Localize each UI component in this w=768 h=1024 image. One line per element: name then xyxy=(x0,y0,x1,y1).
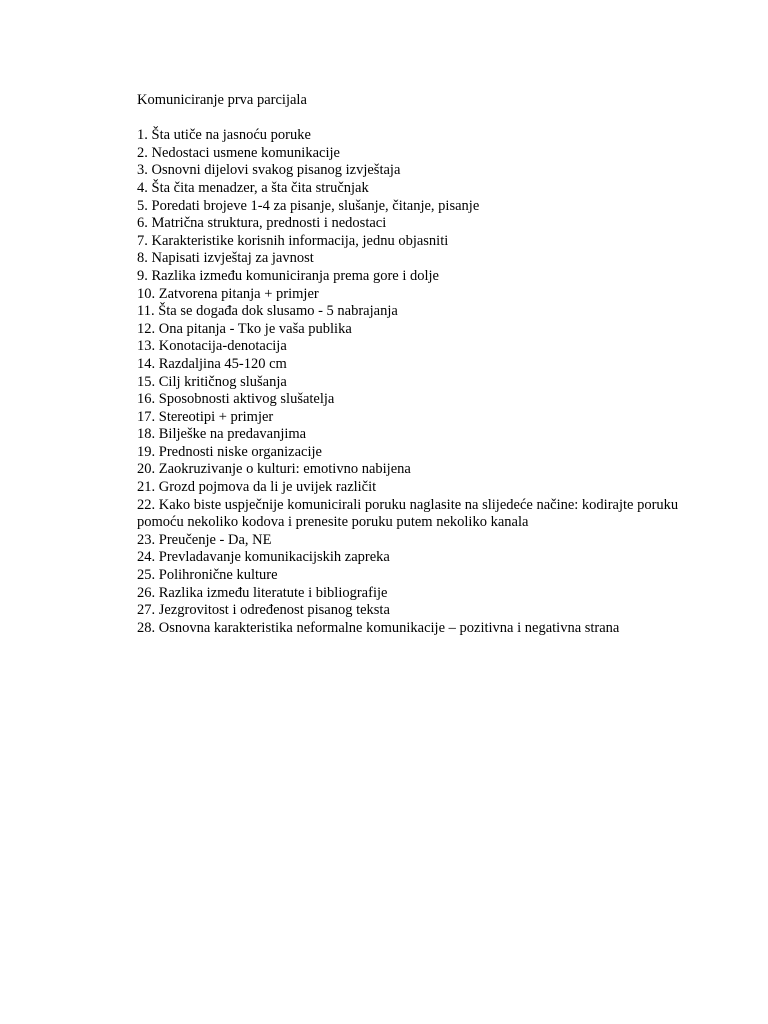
document-content xyxy=(137,92,697,637)
question-item-15: 15. Cilj kritičnog slušanja xyxy=(137,373,287,390)
question-item-5: 5. Poredati brojeve 1-4 za pisanje, slušanje, čitanje, pisanje xyxy=(137,197,480,214)
question-item-12: 12. Ona pitanja - Tko je vaša publika xyxy=(137,320,352,337)
question-item-1: 1. Šta utiče na jasnoću poruke xyxy=(137,127,311,144)
question-item-22: 22. Kako biste uspječnije komunicirali poruku naglasite na slijedeće načine: kodirajte poruku pomoću nekoliko kodova i prenesite poruku putem nekoliko kanala xyxy=(137,496,679,531)
question-item-10: 10. Zatvorena pitanja + primjer xyxy=(137,285,319,302)
question-item-24: 24. Prevladavanje komunikacijskih zapreka xyxy=(137,549,390,566)
question-item-27: 27. Jezgrovitost i određenost pisanog teksta xyxy=(137,602,390,619)
question-item-7: 7. Karakteristike korisnih informacija, jednu objasniti xyxy=(137,232,449,249)
question-item-8: 8. Napisati izvještaj za javnost xyxy=(137,250,314,267)
question-item-3: 3. Osnovni dijelovi svakog pisanog izvještaja xyxy=(137,162,401,179)
question-item-14: 14. Razdaljina 45-120 cm xyxy=(137,355,287,372)
question-item-6: 6. Matrična struktura, prednosti i nedostaci xyxy=(137,215,387,232)
question-item-11: 11. Šta se događa dok slusamo - 5 nabrajanja xyxy=(137,303,398,320)
question-item-2: 2. Nedostaci usmene komunikacije xyxy=(137,144,340,161)
question-item-23: 23. Preučenje - Da, NE xyxy=(137,531,272,548)
question-item-9: 9. Razlika između komuniciranja prema gore i dolje xyxy=(137,267,439,284)
question-list xyxy=(137,127,697,637)
question-item-21: 21. Grozd pojmova da li je uvijek različit xyxy=(137,479,377,496)
document-title: Komuniciranje prva parcijala xyxy=(137,92,307,108)
question-item-17: 17. Stereotipi + primjer xyxy=(137,408,274,425)
question-item-28: 28. Osnovna karakteristika neformalne komunikacije – pozitivna i negativna strana xyxy=(137,619,620,636)
question-item-20: 20. Zaokruzivanje o kulturi: emotivno nabijena xyxy=(137,461,411,478)
question-item-4: 4. Šta čita menadzer, a šta čita stručnjak xyxy=(137,179,369,196)
question-item-16: 16. Sposobnosti aktivog slušatelja xyxy=(137,391,335,408)
question-item-25: 25. Polihronične kulture xyxy=(137,567,278,584)
question-item-13: 13. Konotacija-denotacija xyxy=(137,338,287,355)
question-item-19: 19. Prednosti niske organizacije xyxy=(137,443,322,460)
question-item-26: 26. Razlika između literatute i bibliografije xyxy=(137,584,388,601)
question-item-18: 18. Bilješke na predavanjima xyxy=(137,426,307,443)
